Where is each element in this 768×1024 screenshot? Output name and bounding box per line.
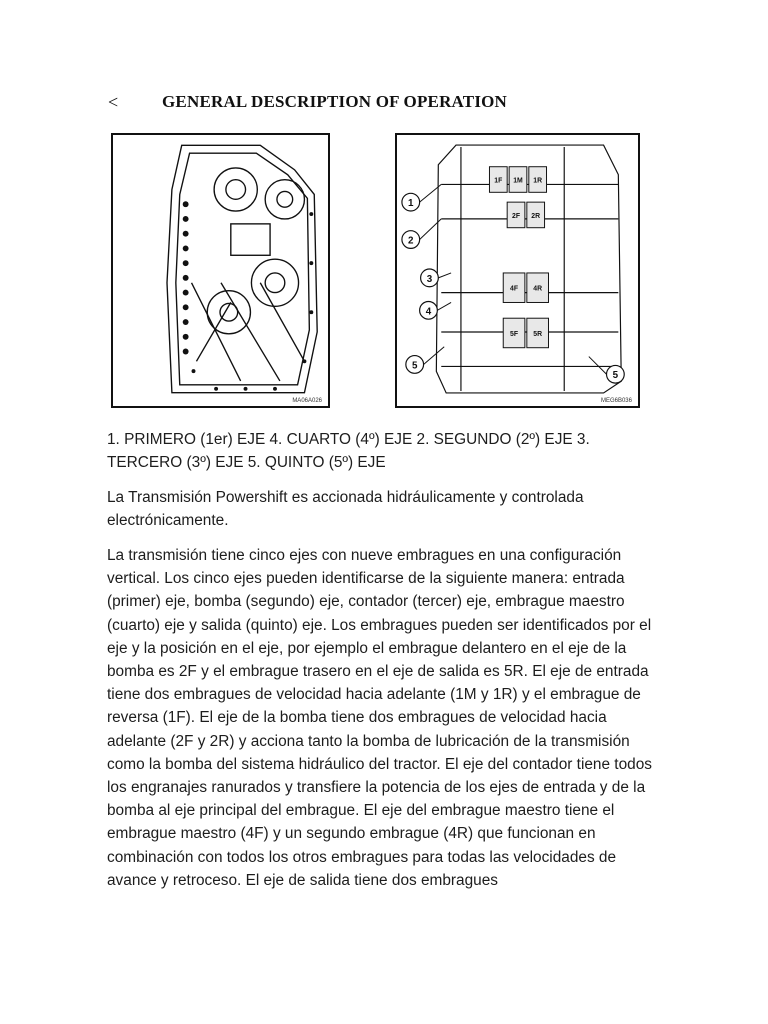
figure-legend: 1. PRIMERO (1er) EJE 4. CUARTO (4º) EJE 2. SEGUNDO (2º) EJE 3. TERCERO (3º) EJE 5. QUINTO (5º) EJE [107,431,590,472]
callout-4: 4 [425,306,432,318]
intro-paragraph: La Transmisión Powershift es accionada hidráulicamente y controlada electrónicamente. [107,489,584,530]
callout-3: 3 [426,273,433,285]
callout-2: 2 [408,235,414,247]
page-title: GENERAL DESCRIPTION OF OPERATION [162,92,508,111]
clutch-label-5f: 5F [510,330,519,338]
figure-transmission-housing [111,133,330,408]
clutch-label-5r: 5R [533,330,543,338]
housing-drawing [113,135,328,406]
back-button[interactable]: < [108,92,119,112]
clutch-label-1m: 1M [513,177,523,185]
clutch-label-2f: 2F [512,212,521,220]
callout-5-left: 5 [411,360,418,372]
clutch-label-1r: 1R [533,177,543,185]
figure-code: MA06A026 [292,398,322,404]
cross-section-drawing [397,135,638,406]
clutch-label-4r: 4R [533,285,543,293]
figure-shaft-cross-section [395,133,640,408]
clutch-label-2r: 2R [531,212,541,220]
figure-code: MEG6B036 [600,398,632,404]
callout-1: 1 [408,198,414,210]
body-paragraph: La transmisión tiene cinco ejes con nueve embragues en una configuración vertical. Los cinco ejes pueden identificarse de la siguiente manera: entrada (primer) eje, bomba (segundo) eje, contador (tercer) eje, embrague maestro (cuarto) eje y salida (quinto) eje. Los embragues pueden ser identificados por el eje y la posición en el eje, por ejemplo el embrague delantero en el eje de la bomba es 2F y el embrague trasero en el eje de salida es 5R. El eje de entrada tiene dos embragues de velocidad hacia adelante (1M y 1R) y el embrague de reversa (1F). El eje de la bomba tiene dos embragues de velocidad hacia adelante (2F y 2R) y acciona tanto la bomba de lubricación de la transmisión como la bomba del sistema hidráulico del tractor. El eje del contador tiene todos los engranajes ranurados y transfiere la potencia de los ejes de entrada y de la bomba al eje principal del embrague. El eje del embrague maestro tiene el embrague maestro (4F) y un segundo embrague (4R) que funcionan en combinación con todos los otros embragues para todas las velocidades de avance y retroceso. El eje de salida tiene dos embragues [107,547,652,889]
clutch-label-4f: 4F [510,285,519,293]
callout-5-right: 5 [612,370,619,382]
clutch-label-1f: 1F [494,177,503,185]
